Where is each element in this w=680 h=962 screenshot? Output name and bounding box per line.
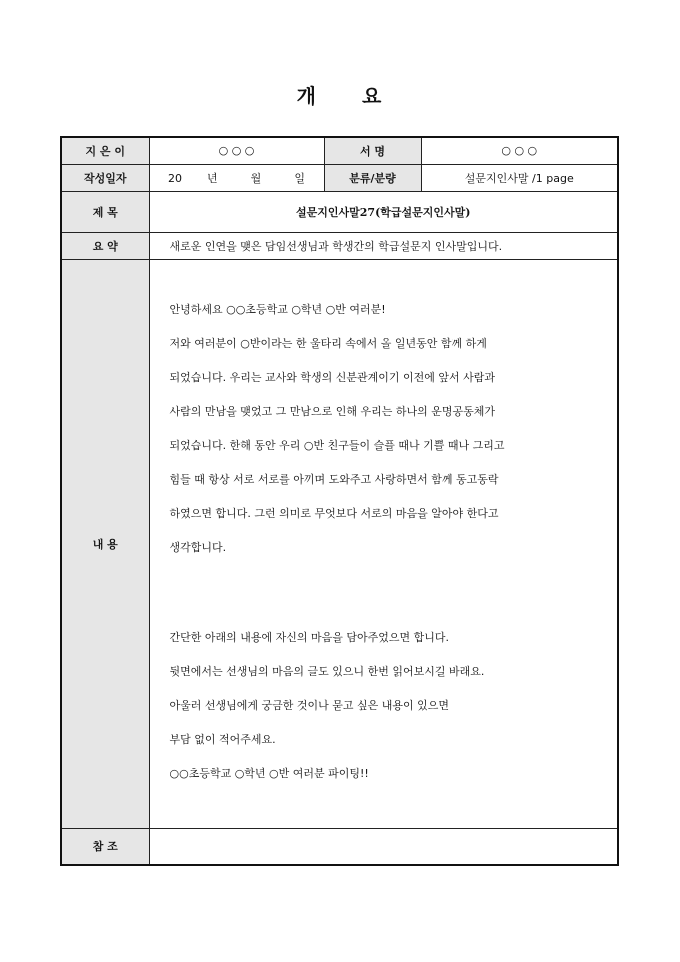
row-content bbox=[61, 259, 618, 828]
document-title: 설문지인사말27(학급설문지인사말) bbox=[149, 191, 618, 232]
date-label: 작성일자 bbox=[61, 164, 149, 191]
content-line: 뒷면에서는 선생님의 마음의 글도 있으니 한번 읽어보시길 바래요. bbox=[169, 664, 485, 678]
sign-value: ○ ○ ○ bbox=[421, 137, 618, 164]
row-summary bbox=[61, 232, 618, 259]
content-line: 되었습니다. 한해 동안 우리 ○반 친구들이 슬플 때나 기쁠 때나 그리고 bbox=[169, 438, 505, 452]
content-line: 아울러 선생님에게 궁금한 것이나 묻고 싶은 내용이 있으면 bbox=[169, 698, 449, 712]
page-title-char-2: 요 bbox=[362, 84, 384, 108]
reference-label: 참 조 bbox=[61, 828, 149, 865]
date-month-unit: 월 bbox=[250, 171, 262, 185]
summary-label: 요 약 bbox=[61, 232, 149, 259]
date-year: 20 bbox=[168, 171, 183, 185]
author-label: 지 은 이 bbox=[61, 137, 149, 164]
category-value: 설문지인사말 /1 page bbox=[421, 164, 618, 191]
content-line: 안녕하세요 ○○초등학교 ○학년 ○반 여러분! bbox=[169, 302, 386, 316]
category-label: 분류/분량 bbox=[324, 164, 421, 191]
content-line: 부담 없이 적어주세요. bbox=[169, 732, 276, 746]
content-line: 하였으면 합니다. 그런 의미로 무엇보다 서로의 마음을 알아야 한다고 bbox=[169, 506, 499, 520]
row-date bbox=[61, 164, 618, 191]
content-line: 사람의 만남을 맺었고 그 만남으로 인해 우리는 하나의 운명공동체가 bbox=[169, 404, 495, 418]
date-year-unit: 년 bbox=[207, 171, 218, 185]
content-label: 내 용 bbox=[61, 259, 149, 828]
content-line: 생각합니다. bbox=[169, 540, 227, 554]
author-value: ○ ○ ○ bbox=[149, 137, 324, 164]
content-line: 되었습니다. 우리는 교사와 학생의 신분관계이기 이전에 앞서 사람과 bbox=[169, 370, 495, 384]
sign-label: 서 명 bbox=[324, 137, 421, 164]
row-reference bbox=[61, 828, 618, 865]
content-line: ○○초등학교 ○학년 ○반 여러분 파이팅!! bbox=[169, 766, 369, 780]
content-line: 간단한 아래의 내용에 자신의 마음을 담아주었으면 합니다. bbox=[169, 630, 449, 644]
row-title bbox=[61, 191, 618, 232]
content-body bbox=[150, 260, 618, 802]
summary-text: 새로운 인연을 맺은 담임선생님과 학생간의 학급설문지 인사말입니다. bbox=[149, 232, 618, 259]
date-value bbox=[149, 164, 324, 191]
content-cell bbox=[149, 259, 618, 828]
page-title bbox=[0, 80, 680, 109]
row-author bbox=[61, 137, 618, 164]
content-blank-line bbox=[170, 576, 618, 632]
date-day-unit: 일 bbox=[294, 171, 305, 185]
page-title-char-1: 개 bbox=[296, 84, 318, 108]
reference-value bbox=[149, 828, 618, 865]
info-table bbox=[60, 136, 619, 866]
title-label: 제 목 bbox=[61, 191, 149, 232]
content-line: 힘들 때 항상 서로 서로를 아끼며 도와주고 사랑하면서 함께 동고동락 bbox=[169, 472, 499, 486]
content-line: 저와 여러분이 ○반이라는 한 울타리 속에서 올 일년동안 함께 하게 bbox=[169, 336, 487, 350]
